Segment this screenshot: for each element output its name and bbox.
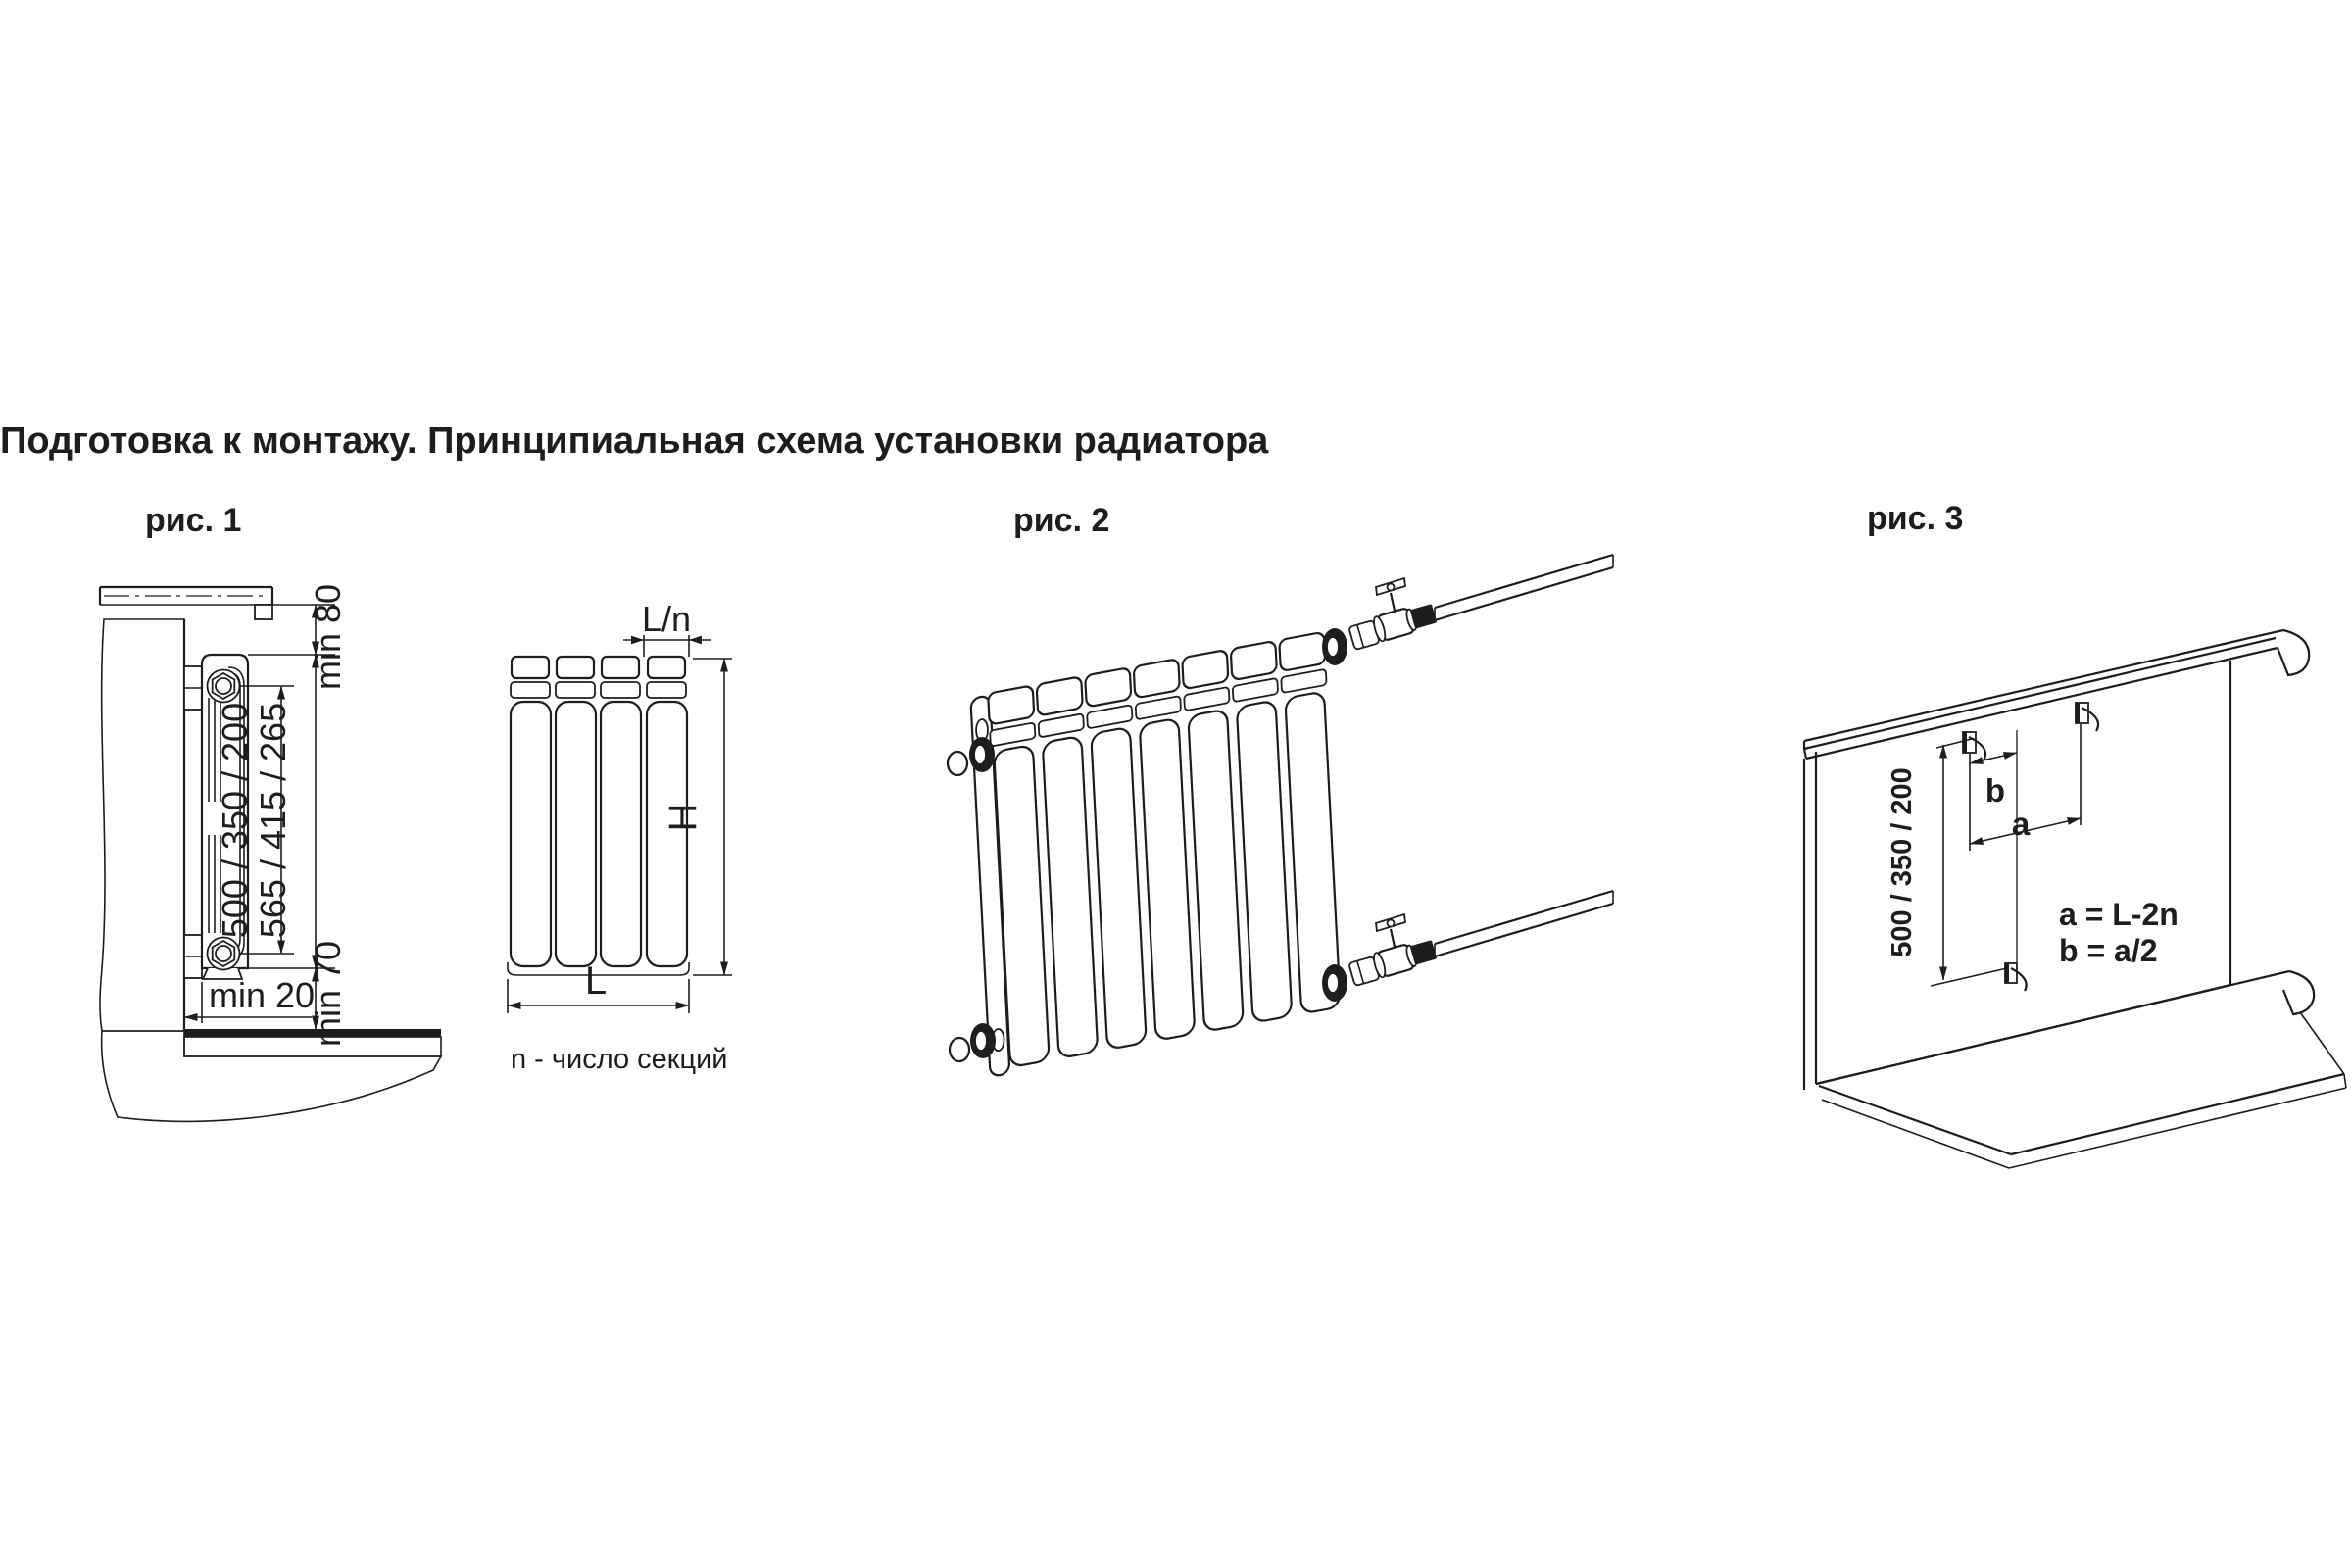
- floor-3d: [1816, 971, 2346, 1168]
- radiator-isometric-body: [970, 632, 1344, 1077]
- radiator-connection-top: [208, 670, 240, 703]
- dim-length-text: L: [584, 959, 608, 1003]
- bracket-bottom: [2005, 963, 2027, 991]
- dim-b-text: b: [1984, 772, 2006, 808]
- dim-a-text: a: [2011, 806, 2031, 842]
- bracket-top-right: [2076, 703, 2098, 731]
- figure3-label: рис. 3: [1867, 500, 1964, 537]
- valve-assembly-bottom: [1322, 891, 1613, 1002]
- floor-section: [102, 1029, 441, 1121]
- window-sill: [100, 587, 335, 619]
- dim-height-text: H: [662, 803, 705, 832]
- dim-section-width: [623, 599, 711, 657]
- wall-bracket-top: [184, 666, 202, 710]
- figure1-drawing: [59, 544, 461, 1191]
- connection-pipe-top: [1435, 555, 1613, 620]
- blind-plug-bottom: [950, 1023, 996, 1061]
- dim-bracket-heights-text: 500 / 350 / 200: [1886, 767, 1918, 957]
- valve-assembly-top: [1322, 555, 1613, 665]
- radiator-front-view: [508, 599, 732, 1075]
- radiator-connection-bottom: [208, 938, 240, 970]
- dim-length: [508, 959, 689, 1013]
- figure3-dimensions: [1886, 724, 2179, 986]
- figure2-drawing: [461, 544, 1744, 1230]
- formula-a-text: a = L-2n: [2059, 897, 2179, 932]
- figure2-label: рис. 2: [1013, 502, 1110, 539]
- figure3-drawing: [1784, 578, 2352, 1186]
- radiator-isometric-view: [948, 555, 1613, 1077]
- dim-top-clearance-text: min 80: [308, 583, 348, 691]
- dim-wall-clearance-text: min 20: [209, 975, 316, 1015]
- dim-section-width-text: L/n: [641, 599, 692, 639]
- sections-note-text: n - число секций: [511, 1044, 728, 1075]
- figure1-label: рис. 1: [145, 502, 242, 539]
- dim-overall-heights-text: 565 / 415 / 265: [253, 702, 293, 939]
- formula-b-text: b = a/2: [2059, 933, 2158, 968]
- wall-section: [100, 619, 184, 1031]
- blind-plug-top: [948, 737, 995, 775]
- windowsill-3d: [1804, 630, 2309, 759]
- dim-floor-clearance-text: min 70: [308, 940, 348, 1048]
- wall-bracket-bottom: [184, 935, 202, 978]
- connection-pipe-bottom: [1435, 891, 1613, 956]
- bracket-top-left: [1963, 732, 1985, 760]
- dim-b-line: [1970, 753, 2017, 763]
- dim-axis-heights-text: 500 / 350 / 200: [215, 702, 255, 939]
- sill-drip-edge: [255, 605, 272, 619]
- page-title: Подготовка к монтажу. Принципиальная схема установки радиатора: [0, 420, 1269, 462]
